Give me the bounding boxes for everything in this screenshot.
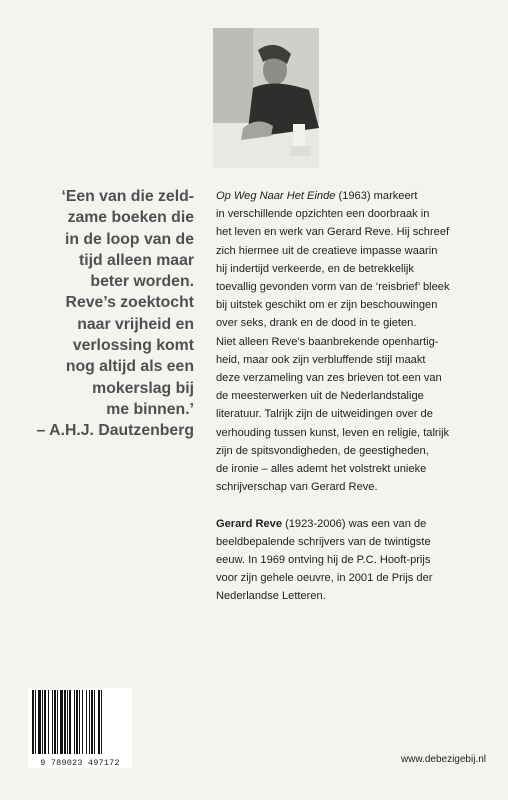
isbn-number: 9 789023 497172 <box>28 758 132 768</box>
description-line: de ironie – alles ademt het volstrekt unieke <box>216 463 427 476</box>
author-photo <box>213 28 319 168</box>
quote-line: nog altijd als een <box>65 358 194 376</box>
description-line: het leven en werk van Gerard Reve. Hij schreef <box>216 226 450 239</box>
quote-line: naar vrijheid en <box>77 315 194 333</box>
description-line: toevallig gevonden vorm van de ‘reisbrief’ bleek <box>216 281 450 294</box>
description-line: in verschillende opzichten een doorbraak in <box>216 208 430 221</box>
barcode-bars <box>28 688 132 756</box>
bio-line: voor zijn gehele oeuvre, in 2001 de Prijs der <box>216 572 433 585</box>
blurb-text <box>216 187 496 606</box>
description-line: Niet alleen Reve’s baanbrekende openhartig- <box>216 335 439 348</box>
review-quote <box>20 186 194 442</box>
quote-line: tijd alleen maar <box>78 251 194 269</box>
description-line: hij indertijd verkeerde, en de betrekkelijk <box>216 262 414 275</box>
bio-line: eeuw. In 1969 ontving hij de P.C. Hooft-prijs <box>216 554 431 567</box>
description-line: de meesterwerken uit de Nederlandstalige <box>216 390 424 403</box>
bio-line: beeldbepalende schrijvers van de twintigste <box>216 535 431 548</box>
description-line: heid, maar ook zijn verbluffende stijl maakt <box>216 353 426 366</box>
quote-attribution: – A.H.J. Dautzenberg <box>36 422 194 440</box>
description-line: schrijverschap van Gerard Reve. <box>216 481 378 494</box>
description-line: bij uitstek geschikt om er zijn beschouwingen <box>216 299 438 312</box>
quote-line: mokerslag bij <box>92 379 194 397</box>
quote-line: me binnen.’ <box>106 400 194 418</box>
author-name: Gerard Reve <box>216 517 282 530</box>
isbn-barcode <box>28 688 132 768</box>
quote-line: zame boeken die <box>67 209 194 227</box>
description-line: literatuur. Talrijk zijn de uitweidingen over de <box>216 408 433 421</box>
quote-line: verlossing komt <box>72 337 194 355</box>
book-title: Op Weg Naar Het Einde <box>216 190 336 202</box>
description-line: over seks, drank en de dood in te gieten. <box>216 317 417 330</box>
bio-line: Nederlandse Letteren. <box>216 590 326 603</box>
description-first-line: Op Weg Naar Het Einde (1963) markeert <box>216 190 418 202</box>
quote-line: Reve’s zoektocht <box>65 294 194 312</box>
description-line: zich hiermee uit de creatieve impasse waarin <box>216 244 438 257</box>
publisher-website[interactable]: www.debezigebij.nl <box>400 754 486 765</box>
description-line: deze verzameling van zes brieven tot een van <box>216 372 442 385</box>
description-line: zijn de spitsvondigheden, de geestigheden, <box>216 444 429 457</box>
quote-line: ‘Een van die zeld- <box>61 188 194 205</box>
quote-line: beter worden. <box>90 273 194 291</box>
description-line: verhouding tussen kunst, leven en religie, talrijk <box>216 426 450 439</box>
quote-line: in de loop van de <box>64 230 194 248</box>
bio-first-line: Gerard Reve (1923-2006) was een van de <box>216 517 427 530</box>
